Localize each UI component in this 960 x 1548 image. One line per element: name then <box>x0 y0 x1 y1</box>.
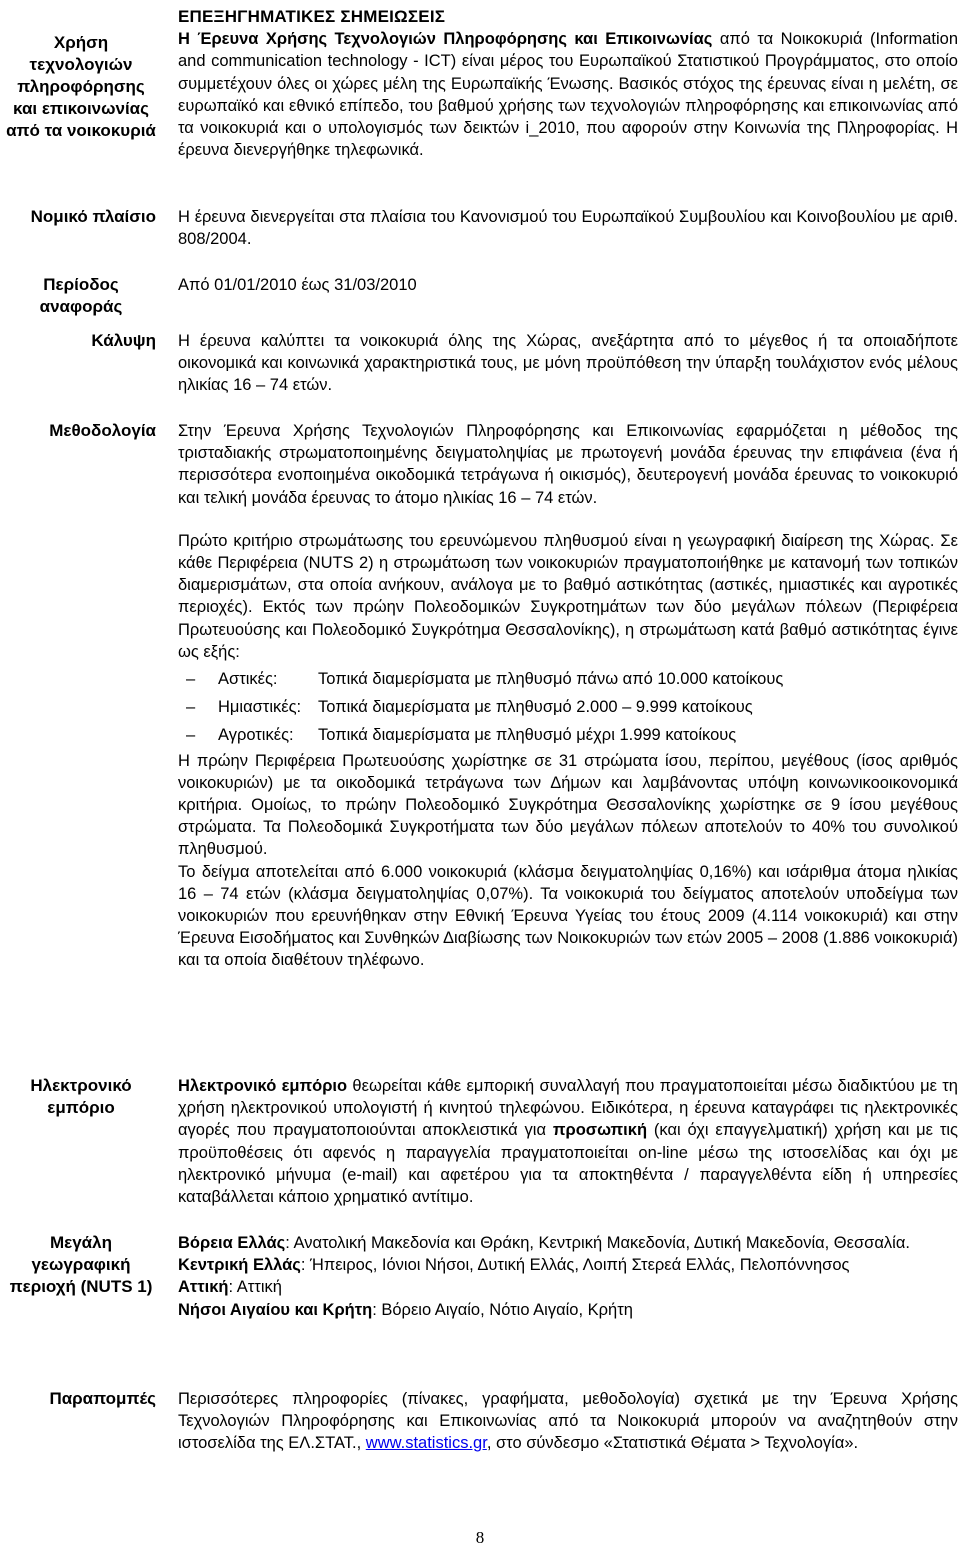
methodology-p2: Πρώτο κριτήριο στρωμάτωσης του ερευνώμενου πληθυσμού είναι η γεωγραφική διαίρεση της Χώρας. Σε κάθε Περιφέρεια (NUTS 2) η στρωμάτωση των νοικοκυριών πραγματοποιήθηκε με κατανομή των τοπικών διαμερισμάτων, στα οποία ανήκουν, ανάλογα με το βαθμό αστικότητας (αστικές, ημιαστικές και αγροτικές περιοχές). Εκτός των πρώην Πολεοδομικών Συγκροτημάτων των δύο μεγάλων πόλεων (Περιφέρεια Πρωτευούσης και Πολεοδομικό Συγκρότημα Θεσσαλονίκης), η στρωμάτωση κατά βαθμό αστικότητας έγινε ως εξής: <box>178 531 958 661</box>
region-item: Νήσοι Αιγαίου και Κρήτη: Βόρειο Αιγαίο, Νότιο Αιγαίο, Κρήτη <box>178 1300 633 1319</box>
section-heading: ΕΠΕΞΗΓΗΜΑΤΙΚΕΣ ΣΗΜΕΙΩΣΕΙΣ <box>178 7 446 26</box>
methodology-text <box>178 420 958 972</box>
period-text: Από 01/01/2010 έως 31/03/2010 <box>178 276 417 294</box>
label-scope: Χρήση τεχνολογιών πληροφόρησης και επικοινωνίας από τα νοικοκυριά <box>6 33 156 140</box>
scope-text <box>178 6 958 161</box>
label-period: Περίοδος αναφοράς <box>39 275 123 316</box>
list-item: – Αστικές: Τοπικά διαμερίσματα με πληθυσμό πάνω από 10.000 κατοίκους <box>186 670 784 689</box>
legal-text: Η έρευνα διενεργείται στα πλαίσια του Κανονισμού του Ευρωπαϊκού Συμβουλίου και Κοινοβουλίου με αριθ. 808/2004. <box>178 208 958 249</box>
methodology-p1: Στην Έρευνα Χρήσης Τεχνολογιών Πληροφόρησης και Επικοινωνίας εφαρμόζεται η μέθοδος της τρισταδιακής στρωματοποιημένης δειγματοληψίας με πρωτογενή μονάδα έρευνας την επιφάνεια (ένα ή περισσότερα ενοποιημένα οικοδομικά τετράγωνα ή οικισμός), δευτερογενή μονάδα έρευνας το νοικοκυριό και τελική μονάδα έρευνας το άτομο ηλικίας 16 – 74 ετών. <box>178 422 958 507</box>
page-number: 8 <box>475 1528 485 1547</box>
label-nuts1: Μεγάλη γεωγραφική περιοχή (NUTS 1) <box>9 1233 153 1296</box>
label-coverage: Κάλυψη <box>91 331 156 350</box>
statistics-link[interactable]: www.statistics.gr <box>365 1434 487 1453</box>
list-item: – Αγροτικές: Τοπικά διαμερίσματα με πληθυσμό μέχρι 1.999 κατοίκους <box>186 726 737 745</box>
label-methodology: Μεθοδολογία <box>49 421 156 440</box>
methodology-p3: Η πρώην Περιφέρεια Πρωτευούσης χωρίστηκε σε 31 στρώματα ίσου, περίπου, μεγέθους (ίσος αριθμός νοικοκυριών) με τα οικοδομικά τετράγωνα των Δήμων και λαμβάνοντας υπόψη κοινωνικοοικονομικά κριτήρια. Ομοίως, το πρώην Πολεοδομικό Συγκρότημα Θεσσαλονίκης χωρίστηκε σε 9 ίσου μεγέθους στρώματα. Τα Πολεοδομικά Συγκροτήματα των δύο μεγάλων πόλεων αποτελούν το 40% του συνολικού πληθυσμού. <box>178 751 958 859</box>
coverage-text: Η έρευνα καλύπτει τα νοικοκυριά όλης της Χώρας, ανεξάρτητα από το μέγεθος ή τα οποιαδήποτε οικονομικά και κοινωνικά χαρακτηριστικά τους, με μόνη προϋπόθεση την ύπαρξη τουλάχιστον ενός μέλους ηλικίας 16 – 74 ετών. <box>178 332 958 395</box>
scope-intro-rest: από τα Νοικοκυριά (Information and communication technology - ICT) είναι μέρος του Ευρωπαϊκού Στατιστικού Προγράμματος, στο οποίο συμμετέχουν όλες οι χώρες μέλη της Ευρωπαϊκής Ένωσης. Βασικός στόχος της έρευνας είναι η μελέτη, σε ευρωπαϊκό και εθνικό επίπεδο, του βαθμού χρήσης των τεχνολογιών πληροφόρησης και επικοινωνίας από τα νοικοκυριά και ο υπολογισμός των δεικτών i_2010, που αφορούν στην Κοινωνία της Πληροφορίας. Η έρευνα διενεργήθηκε τηλεφωνικά. <box>178 30 958 160</box>
region-item: Βόρεια Ελλάς: Ανατολική Μακεδονία και Θράκη, Κεντρική Μακεδονία, Δυτική Μακεδονία, Θεσσαλία. <box>178 1234 910 1252</box>
region-item: Κεντρική Ελλάς: Ήπειρος, Ιόνιοι Νήσοι, Δυτική Ελλάς, Λοιπή Στερεά Ελλάς, Πελοπόννησος <box>178 1256 850 1275</box>
label-references: Παραπομπές <box>49 1389 156 1408</box>
methodology-p4: Το δείγμα αποτελείται από 6.000 νοικοκυριά (κλάσμα δειγματοληψίας 0,16%) και ισάριθμα άτομα ηλικίας 16 – 74 ετών (κλάσμα δειγματοληψίας 0,07%). Τα νοικοκυριά του δείγματος αποτελούν υποδείγμα των νοικοκυριών που ερευνήθηκαν στην Εθνική Έρευνα Υγείας του έτους 2009 (4.114 νοικοκυριά) και στην Έρευνα Εισοδήματος και Συνθηκών Διαβίωσης των Νοικοκυριών των ετών 2005 – 2008 (1.886 νοικοκυριά) και τα οποία διαθέτουν τηλέφωνο. <box>178 862 958 970</box>
region-item: Αττική: Αττική <box>178 1278 282 1297</box>
label-legal: Νομικό πλαίσιο <box>30 207 156 226</box>
ecommerce-text: Ηλεκτρονικό εμπόριο θεωρείται κάθε εμπορική συναλλαγή που πραγματοποιείται μέσω διαδικτύου με τη χρήση ηλεκτρονικού υπολογιστή ή κινητού τηλεφώνου. Ειδικότερα, η έρευνα καταγράφει τις ηλεκτρονικές αγορές που πραγματοποιούνται αποκλειστικά για προσωπική (και όχι επαγγελματική) χρήση και με τις προϋποθέσεις ότι αφενός η παραγγελία πραγματοποιείται on-line μέσω της ιστοσελίδας και όχι με ηλεκτρονικό μήνυμα (e-mail) και αφετέρου για τα αποκτηθέντα / παραγγελθέντα είδη ή υπηρεσίες καταβάλλεται κάποιο χρηματικό αντίτιμο. <box>178 1077 958 1207</box>
urbanity-list <box>178 668 958 747</box>
scope-intro-bold: Η Έρευνα Χρήσης Τεχνολογιών Πληροφόρησης και Επικοινωνίας <box>178 30 713 49</box>
nuts1-text <box>178 1232 958 1321</box>
list-item: – Ημιαστικές: Τοπικά διαμερίσματα με πληθυσμό 2.000 – 9.999 κατοίκους <box>186 698 753 717</box>
label-ecommerce: Ηλεκτρονικό εμπόριο <box>30 1076 132 1117</box>
references-text: Περισσότερες πληροφορίες (πίνακες, γραφήματα, μεθοδολογία) σχετικά με την Έρευνα Χρήσης Τεχνολογιών Πληροφόρησης και Επικοινωνίας από τα Νοικοκυριά μπορούν να αναζητηθούν στην ιστοσελίδα της ΕΛ.ΣΤΑΤ., www.statistics.gr, στο σύνδεσμο «Στατιστικά Θέματα > Τεχνολογία». <box>178 1390 958 1453</box>
